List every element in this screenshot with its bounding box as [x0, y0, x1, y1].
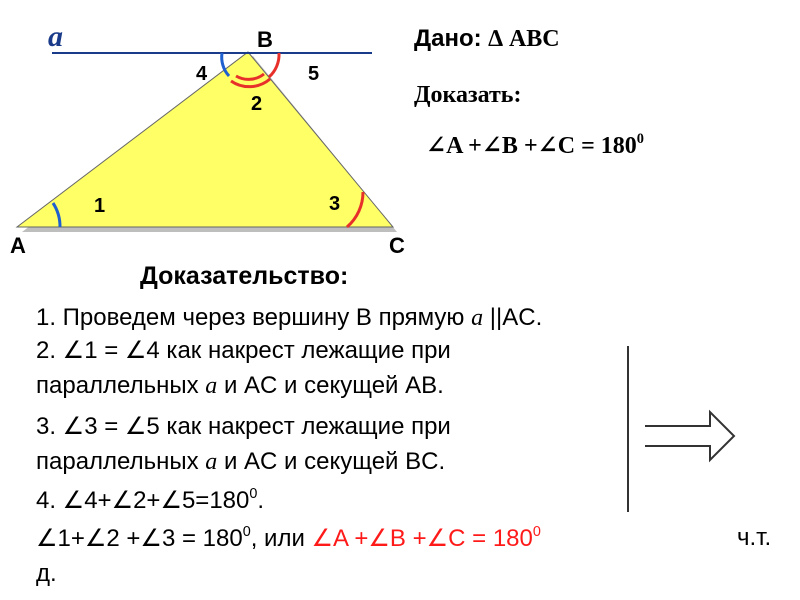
angle-label-5: 5 [308, 63, 320, 85]
proof-step-2-line-1: 2. ∠1 = ∠4 как накрест лежащие при [36, 337, 451, 364]
proof-step-3-line-1: 3. ∠3 = ∠5 как накрест лежащие при [36, 413, 451, 440]
given-value: ∆ ABC [488, 26, 560, 52]
prove-rhs: = 180 [581, 133, 637, 159]
angle-label-4: 4 [196, 63, 208, 85]
step3-post: и AC и секущей BC. [223, 448, 446, 475]
step4-tail: . [257, 487, 265, 514]
conclusion-red [312, 525, 541, 552]
proof-conclusion [36, 524, 541, 553]
step2-pre: параллельных [36, 372, 199, 399]
proof-title: Доказательство: [140, 262, 349, 290]
angle-label-1: 1 [94, 195, 106, 217]
proof-step-2-line-2 [36, 372, 444, 400]
prove-angle-c: ∠C [537, 133, 576, 159]
conclusion-exp2: 0 [532, 523, 541, 540]
prove-angle-a: ∠A [426, 133, 463, 159]
step1-par: || [489, 304, 503, 331]
vertex-label-a: A [10, 233, 26, 258]
prove-exp: 0 [636, 130, 644, 147]
prove-angle-b: ∠B [481, 133, 518, 159]
step4-exp: 0 [249, 485, 258, 502]
step1-text: 1. Проведем через вершину B прямую [36, 304, 465, 331]
step4-text: 4. ∠4+∠2+∠5=180 [36, 487, 250, 514]
proof-step-4 [36, 486, 264, 515]
conclusion-qed-1: ч.т. [737, 524, 772, 551]
conclusion-exp1: 0 [242, 523, 251, 540]
implies-arrow [645, 412, 734, 460]
vertex-label-c: C [389, 233, 405, 258]
prove-label: Доказать: [414, 82, 522, 108]
step2-post: и AC и секущей AB. [223, 372, 444, 399]
step1-var: a [471, 305, 484, 331]
line-label-a: a [48, 20, 63, 53]
step3-pre: параллельных [36, 448, 199, 475]
vertex-label-b: B [257, 27, 273, 52]
angle-label-3: 3 [329, 193, 341, 215]
proof-step-3-line-2 [36, 448, 445, 476]
proof-step-1 [36, 304, 542, 332]
conclusion-red-text: ∠A +∠B +∠C = 180 [311, 525, 533, 552]
step3-var: a [205, 449, 218, 475]
conclusion-qed-2: д. [36, 560, 57, 587]
given [414, 25, 560, 53]
angle-label-2: 2 [251, 93, 263, 115]
given-label: Дано: [414, 25, 482, 52]
step1-tail: AC. [502, 304, 543, 331]
conclusion-or: , или [250, 525, 305, 552]
step2-var: a [205, 373, 218, 399]
prove-statement: ∠A +∠B +∠C = $180^0$ [426, 130, 644, 159]
conclusion-black: ∠1+∠2 +∠3 = 180 [36, 525, 243, 552]
angle-5-arc [269, 53, 279, 77]
